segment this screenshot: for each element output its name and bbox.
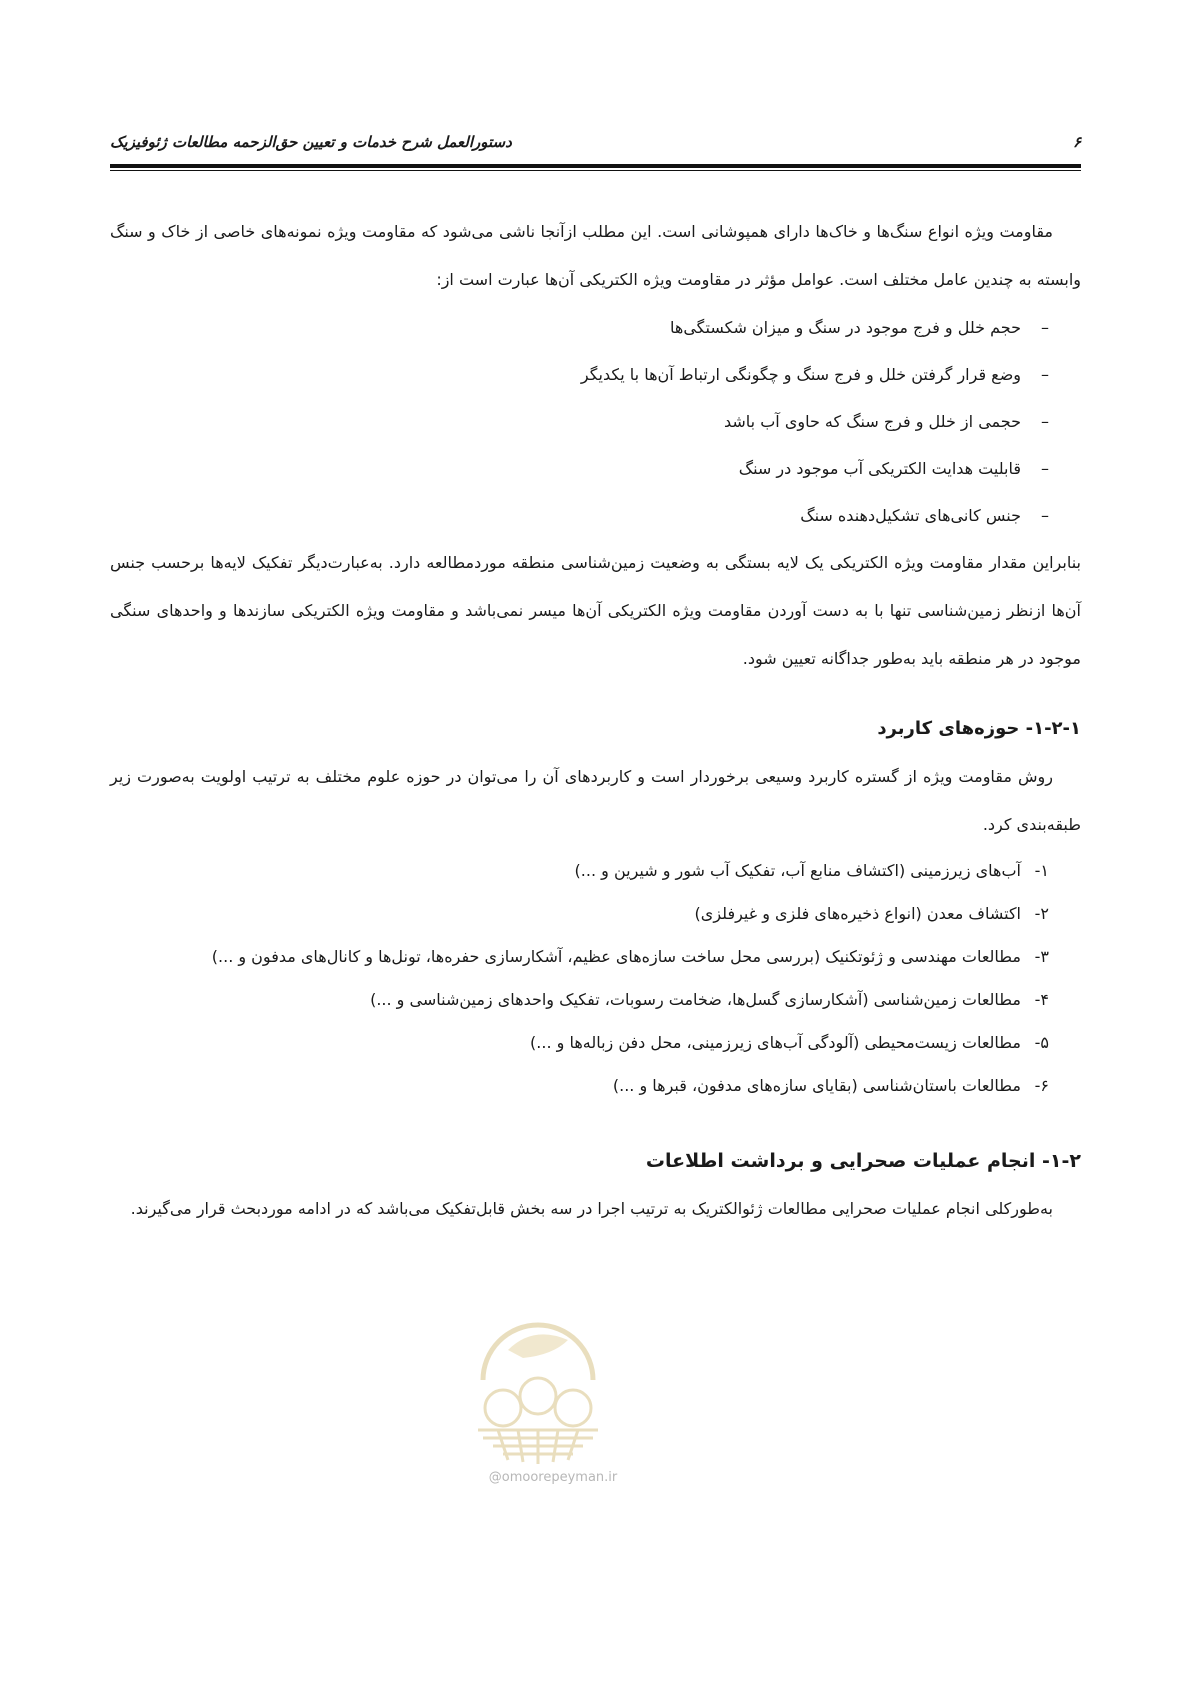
factor-text: قابلیت هدایت الکتریکی آب موجود در سنگ [738, 459, 1021, 478]
conclusion-paragraph: بنابراین مقدار مقاومت ویژه الکتریکی یک لایه بستگی به وضعیت زمین‌شناسی منطقه موردمطالعه دارد. به‌عبارت‌دیگر تفکیک لایه‌ها برحسب جنس آن‌ها ازنظر زمین‌شناسی تنها با به دست آوردن مقاومت ویژه الکتریکی آن‌ها میسر نمی‌باشد و مقاومت ویژه الکتریکی سازندها و واحدهای سنگی موجود در هر منطقه باید به‌طور جداگانه تعیین شود. [110, 553, 1081, 668]
item-number: ۴- [1034, 990, 1049, 1009]
item-number: ۶- [1034, 1076, 1049, 1095]
dash-bullet: – [1041, 318, 1049, 337]
list-item [110, 978, 1049, 1021]
item-text: آب‌های زیرزمینی (اکتشاف منابع آب، تفکیک آب شور و شیرین و ...) [574, 861, 1021, 880]
item-text: مطالعات زمین‌شناسی (آشکارسازی گسل‌ها، ضخامت رسوبات، تفکیک واحدهای زمین‌شناسی و ...) [370, 990, 1021, 1009]
list-item [110, 492, 1049, 539]
item-text: اکتشاف معدن (انواع ذخیره‌های فلزی و غیرفلزی) [694, 904, 1021, 923]
section-heading: ۱-۲-۱- حوزه‌های کاربرد [877, 718, 1081, 739]
header-rule-thin [110, 170, 1081, 171]
list-item [110, 1064, 1049, 1107]
section-paragraph: به‌طورکلی انجام عملیات صحرایی مطالعات ژئوالکتریک به ترتیب اجرا در سه بخش قابل‌تفکیک می‌باشد که در ادامه موردبحث قرار می‌گیرند. [130, 1199, 1053, 1218]
intro-paragraph: مقاومت ویژه انواع سنگ‌ها و خاک‌ها دارای همپوشانی است. این مطلب ازآنجا ناشی می‌شود که مقاومت ویژه نمونه‌های خاصی از خاک و سنگ وابسته به چندین عامل مختلف است. عوامل مؤثر در مقاومت ویژه الکتریکی آن‌ها عبارت است از: [110, 222, 1081, 289]
factor-text: وضع قرار گرفتن خلل و فرج سنگ و چگونگی ارتباط آن‌ها با یکدیگر [580, 365, 1021, 384]
list-item [110, 1021, 1049, 1064]
list-item [110, 351, 1049, 398]
item-number: ۵- [1034, 1033, 1049, 1052]
factor-text: حجمی از خلل و فرج سنگ که حاوی آب باشد [724, 412, 1021, 431]
item-text: مطالعات باستان‌شناسی (بقایای سازه‌های مدفون، قبرها و ...) [612, 1076, 1021, 1095]
item-text: مطالعات زیست‌محیطی (آلودگی آب‌های زیرزمینی، محل دفن زباله‌ها و ...) [530, 1033, 1021, 1052]
page-content [110, 208, 1081, 1233]
application-list [110, 849, 1081, 1107]
factor-text: حجم خلل و فرج موجود در سنگ و میزان شکستگی‌ها [670, 318, 1021, 337]
item-number: ۳- [1034, 947, 1049, 966]
page-header [110, 128, 1081, 156]
dash-bullet: – [1041, 459, 1049, 478]
dash-bullet: – [1041, 506, 1049, 525]
dash-bullet: – [1041, 365, 1049, 384]
watermark-logo [463, 1310, 613, 1470]
list-item [110, 304, 1049, 351]
item-number: ۱- [1034, 861, 1049, 880]
list-item [110, 398, 1049, 445]
list-item [110, 935, 1049, 978]
item-number: ۲- [1034, 904, 1049, 923]
section-heading: ۱-۲- انجام عملیات صحرایی و برداشت اطلاعات [645, 1150, 1081, 1172]
list-item [110, 892, 1049, 935]
item-text: مطالعات مهندسی و ژئوتکنیک (بررسی محل ساخت سازه‌های عظیم، آشکارسازی حفره‌ها، تونل‌ها و کانال‌های مدفون و ...) [211, 947, 1021, 966]
list-item [110, 445, 1049, 492]
list-item [110, 849, 1049, 892]
watermark-url: @omoorepeyman.ir [488, 1470, 618, 1485]
factor-list [110, 304, 1081, 539]
dash-bullet: – [1041, 412, 1049, 431]
page-number: ۶ [1072, 133, 1081, 151]
factor-text: جنس کانی‌های تشکیل‌دهنده سنگ [800, 506, 1021, 525]
header-rule [110, 164, 1081, 168]
header-title: دستورالعمل شرح خدمات و تعیین حق‌الزحمه مطالعات ژئوفیزیک [110, 133, 512, 151]
section-paragraph: روش مقاومت ویژه از گستره کاربرد وسیعی برخوردار است و کاربردهای آن را می‌توان در حوزه علوم مختلف به ترتیب اولویت به‌صورت زیر طبقه‌بندی کرد. [110, 767, 1081, 834]
